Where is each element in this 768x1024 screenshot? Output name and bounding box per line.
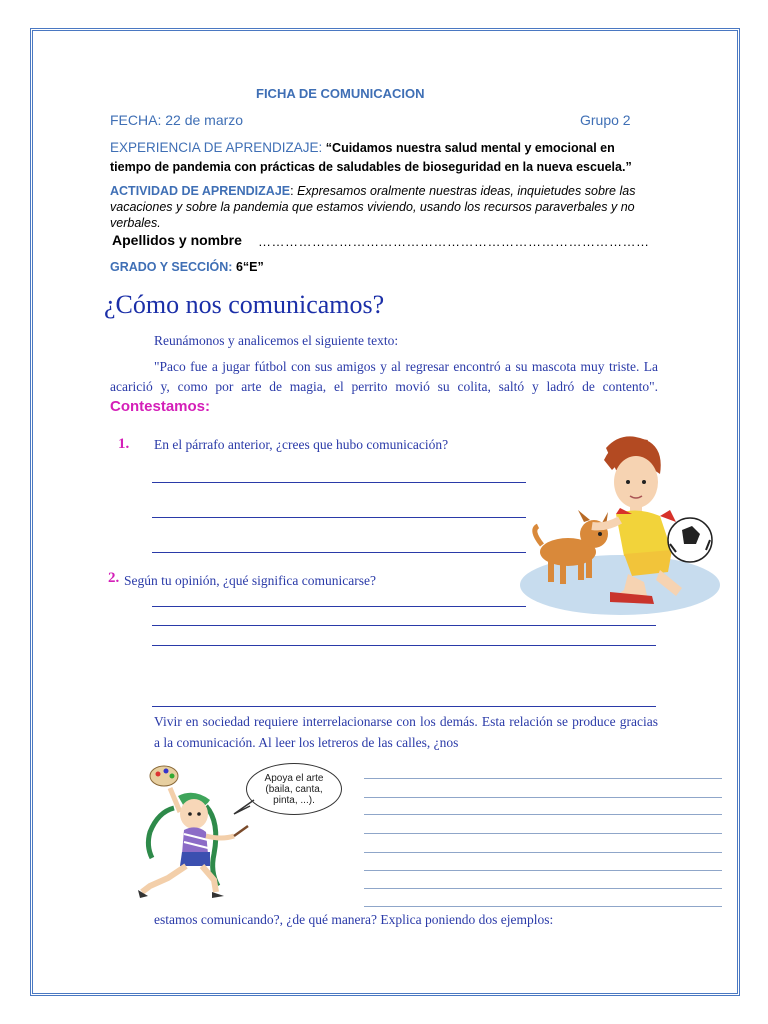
worksheet-title: FICHA DE COMUNICACION [256, 86, 425, 101]
story-paragraph [110, 357, 658, 417]
grado-label: GRADO Y SECCIÓN: [110, 260, 233, 274]
answer-line-1b[interactable] [152, 517, 526, 518]
answer-line-1c[interactable] [152, 552, 526, 553]
actividad-label: ACTIVIDAD DE APRENDIZAJE [110, 184, 291, 198]
answer-line-2d[interactable] [152, 706, 656, 707]
question-2-text: Según tu opinión, ¿qué significa comunicarse? [124, 573, 376, 588]
main-heading: ¿Cómo nos comunicamos? [104, 290, 385, 319]
group-label: Grupo 2 [580, 112, 631, 128]
writing-line-2[interactable] [364, 797, 722, 798]
writing-line-3[interactable] [364, 814, 722, 815]
speech-bubble [246, 763, 342, 815]
question-2-number: 2. [108, 570, 120, 586]
writing-line-5[interactable] [364, 852, 722, 853]
writing-line-8[interactable] [364, 906, 722, 907]
story-text: "Paco fue a jugar fútbol con sus amigos y al regresar encontró a su mascota muy triste. La acarició y, como por arte de magia, el perrito movió su colita, saltó y ladró de contento". [110, 359, 658, 394]
grado-value: 6“E” [235, 260, 264, 274]
writing-line-4[interactable] [364, 833, 722, 834]
grado-block [110, 260, 264, 274]
writing-line-7[interactable] [364, 888, 722, 889]
girl-painter-illustration [110, 762, 250, 898]
experiencia-text: “Cuidamos nuestra salud mental y emocional en tiempo de pandemia con prácticas de saludables de bioseguridad en la nueva escuela.” [110, 141, 632, 174]
bubble-tail [232, 798, 258, 818]
bubble-line-2: (baila, canta, [265, 783, 323, 795]
question-1-text: En el párrafo anterior, ¿crees que hubo comunicación? [154, 437, 449, 452]
writing-line-6[interactable] [364, 870, 722, 871]
experiencia-block [110, 138, 650, 177]
bubble-line-1: Apoya el arte [264, 772, 324, 784]
bubble-line-3: pinta, ...). [273, 794, 315, 806]
contestamos-label: Contestamos: [110, 398, 211, 415]
apellidos-field[interactable]: …………………………………………………………………………… [258, 234, 650, 249]
actividad-block [110, 183, 660, 231]
actividad-colon: : [290, 184, 294, 198]
date-label: FECHA: 22 de marzo [110, 112, 244, 128]
answer-line-2c[interactable] [152, 645, 656, 646]
sociedad-paragraph: Vivir en sociedad requiere interrelacionarse con los demás. Esta relación se produce gracias a la comunicación. Al leer los letreros de las calles, ¿nos [154, 714, 658, 750]
boy-with-dog-illustration [520, 430, 732, 620]
answer-line-2b[interactable] [152, 625, 656, 626]
sociedad-continuation: estamos comunicando?, ¿de qué manera? Explica poniendo dos ejemplos: [154, 912, 554, 927]
actividad-text: Expresamos oralmente nuestras ideas, inquietudes sobre las vacaciones y sobre la pandemia que estamos viviendo, usando los recursos paraverbales y no verbales. [110, 184, 636, 230]
question-1-number: 1. [118, 436, 130, 452]
experiencia-label: EXPERIENCIA DE APRENDIZAJE: [110, 140, 323, 155]
answer-line-1a[interactable] [152, 482, 526, 483]
writing-line-1[interactable] [364, 778, 722, 779]
intro-text: Reunámonos y analicemos el siguiente texto: [154, 333, 399, 348]
apellidos-label: Apellidos y nombre [112, 232, 242, 248]
answer-line-2a[interactable] [152, 606, 526, 607]
